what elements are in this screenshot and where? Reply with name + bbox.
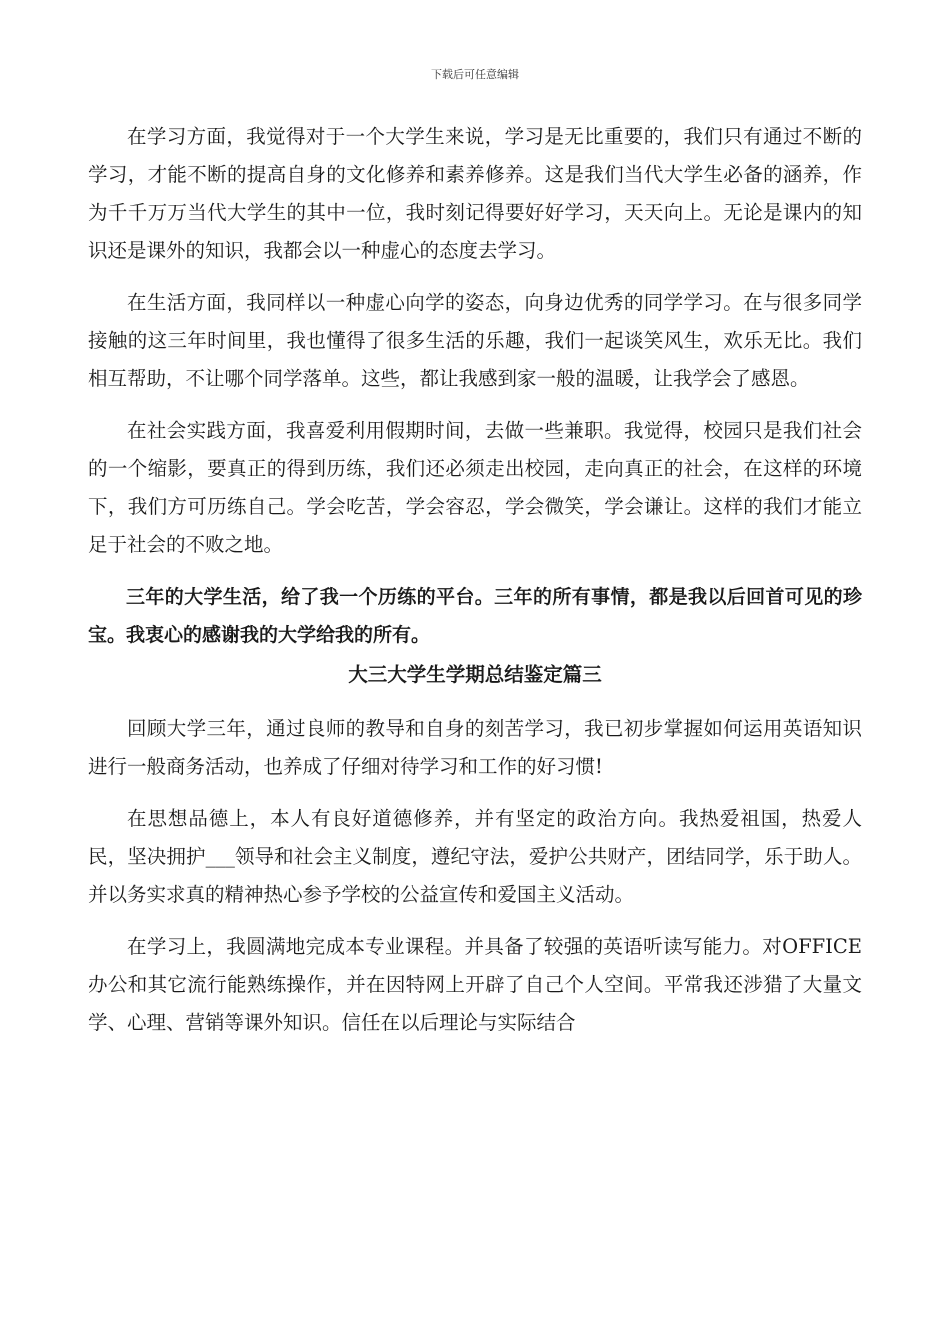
paragraph-review: 回顾大学三年，通过良师的教导和自身的刻苦学习，我已初步掌握如何运用英语知识进行一般商务活动，也养成了仔细对待学习和工作的好习惯! <box>88 717 862 778</box>
paragraph-morality: 在思想品德上，本人有良好道德修养，并有坚定的政治方向。我热爱祖国，热爱人民，坚决拥护___领导和社会主义制度，遵纪守法，爱护公共财产，团结同学，乐于助人。并以务实求真的精神热心参予学校的公益宣传和爱国主义活动。 <box>88 807 862 906</box>
section-title: 大三大学生学期总结鉴定篇三 <box>348 663 602 686</box>
paragraph-study: 在学习方面，我觉得对于一个大学生来说，学习是无比重要的，我们只有通过不断的学习，才能不断的提高自身的文化修养和素养修养。这是我们当代大学生必备的涵养，作为千千万万当代大学生的其中一位，我时刻记得要好好学习，天天向上。无论是课内的知识还是课外的知识，我都会以一种虚心的态度去学习。 <box>88 125 862 262</box>
paragraph-life: 在生活方面，我同样以一种虚心向学的姿态，向身边优秀的同学学习。在与很多同学接触的这三年时间里，我也懂得了很多生活的乐趣，我们一起谈笑风生，欢乐无比。我们相互帮助，不让哪个同学落单。这些，都让我感到家一般的温暖，让我学会了感恩。 <box>88 291 862 390</box>
page-header: 下载后可任意编辑 <box>431 68 519 81</box>
paragraph-learning: 在学习上，我圆满地完成本专业课程。并具备了较强的英语听读写能力。对OFFICE办公和其它流行能熟练操作，并在因特网上开辟了自己个人空间。平常我还涉猎了大量文学、心理、营销等课外知识。信任在以后理论与实际结合 <box>88 935 862 1034</box>
document-body <box>88 118 862 1042</box>
paragraph-summary-bold: 三年的大学生活，给了我一个历练的平台。三年的所有事情，都是我以后回首可见的珍宝。我衷心的感谢我的大学给我的所有。 <box>88 586 862 646</box>
paragraph-practice: 在社会实践方面，我喜爱利用假期时间，去做一些兼职。我觉得，校园只是我们社会的一个缩影，要真正的得到历练，我们还必须走出校园，走向真正的社会，在这样的环境下，我们方可历练自己。学会吃苦，学会容忍，学会微笑，学会谦让。这样的我们才能立足于社会的不败之地。 <box>88 419 862 556</box>
